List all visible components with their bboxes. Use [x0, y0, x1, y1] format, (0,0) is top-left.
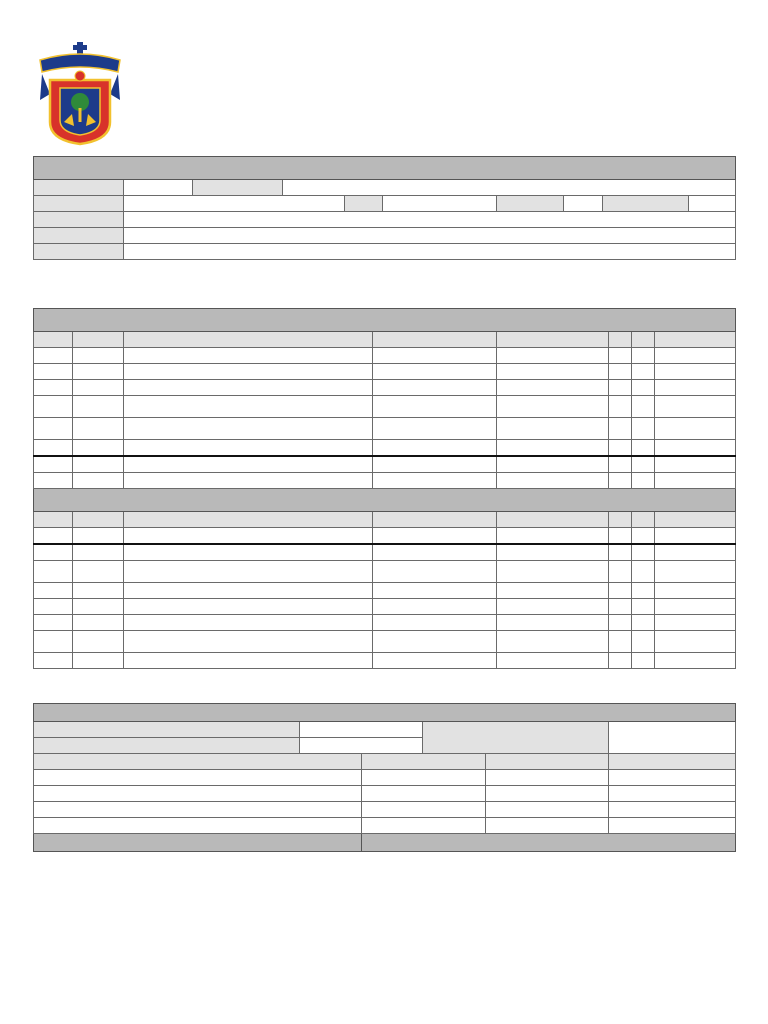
label-cell	[34, 212, 124, 228]
column-header	[497, 512, 609, 528]
column-header	[73, 332, 124, 348]
table-row	[34, 380, 736, 396]
label-cell	[34, 196, 124, 212]
label-cell	[34, 738, 300, 754]
label-cell	[193, 180, 283, 196]
table-row	[34, 583, 736, 599]
label-cell	[423, 722, 609, 754]
column-header	[34, 512, 73, 528]
value-cell[interactable]	[124, 212, 736, 228]
label-cell	[34, 722, 300, 738]
table-row	[34, 802, 736, 818]
column-header	[373, 512, 497, 528]
column-header	[34, 754, 362, 770]
column-header	[124, 512, 373, 528]
table-row	[34, 528, 736, 545]
table-row	[34, 615, 736, 631]
label-cell	[34, 180, 124, 196]
records-table	[33, 308, 736, 669]
label-cell	[603, 196, 689, 212]
subsection-header-bar	[34, 489, 736, 512]
table-row	[34, 818, 736, 834]
table-row	[34, 561, 736, 583]
table-row	[34, 396, 736, 418]
table-header-row	[34, 512, 736, 528]
university-logo	[38, 40, 122, 146]
column-header	[373, 332, 497, 348]
table-row	[34, 770, 736, 786]
column-header	[124, 332, 373, 348]
table-row	[34, 456, 736, 473]
column-header	[632, 332, 655, 348]
value-cell[interactable]	[300, 722, 423, 738]
table-row	[34, 653, 736, 669]
table-row	[34, 418, 736, 440]
value-cell[interactable]	[564, 196, 603, 212]
column-header	[655, 332, 736, 348]
value-cell[interactable]	[300, 738, 423, 754]
table-row	[34, 631, 736, 653]
table-header-row	[34, 754, 736, 770]
banner-ribbon	[40, 54, 120, 72]
table-row	[34, 440, 736, 457]
value-cell[interactable]	[609, 722, 736, 754]
column-header	[497, 332, 609, 348]
table-row	[34, 364, 736, 380]
value-cell[interactable]	[383, 196, 497, 212]
table-row	[34, 544, 736, 561]
table-row	[34, 599, 736, 615]
value-cell[interactable]	[689, 196, 736, 212]
value-cell[interactable]	[283, 180, 736, 196]
table-row	[34, 786, 736, 802]
label-cell	[34, 228, 124, 244]
column-header	[34, 332, 73, 348]
column-header	[609, 512, 632, 528]
table-row	[34, 473, 736, 489]
value-cell[interactable]	[124, 180, 193, 196]
table-header-row	[34, 332, 736, 348]
summary-table	[33, 703, 736, 852]
footer-label-cell	[34, 834, 362, 852]
section-header-bar	[34, 704, 736, 722]
section-header-bar	[34, 309, 736, 332]
label-cell	[497, 196, 564, 212]
value-cell[interactable]	[124, 244, 736, 260]
value-cell[interactable]	[124, 196, 345, 212]
table-row	[34, 348, 736, 364]
column-header	[486, 754, 609, 770]
column-header	[362, 754, 486, 770]
general-info-table	[33, 156, 736, 260]
column-header	[609, 754, 736, 770]
value-cell[interactable]	[124, 228, 736, 244]
column-header	[632, 512, 655, 528]
section-header-bar	[34, 157, 736, 180]
column-header	[609, 332, 632, 348]
footer-value-cell	[362, 834, 736, 852]
column-header	[655, 512, 736, 528]
label-cell	[345, 196, 383, 212]
column-header	[73, 512, 124, 528]
label-cell	[34, 244, 124, 260]
